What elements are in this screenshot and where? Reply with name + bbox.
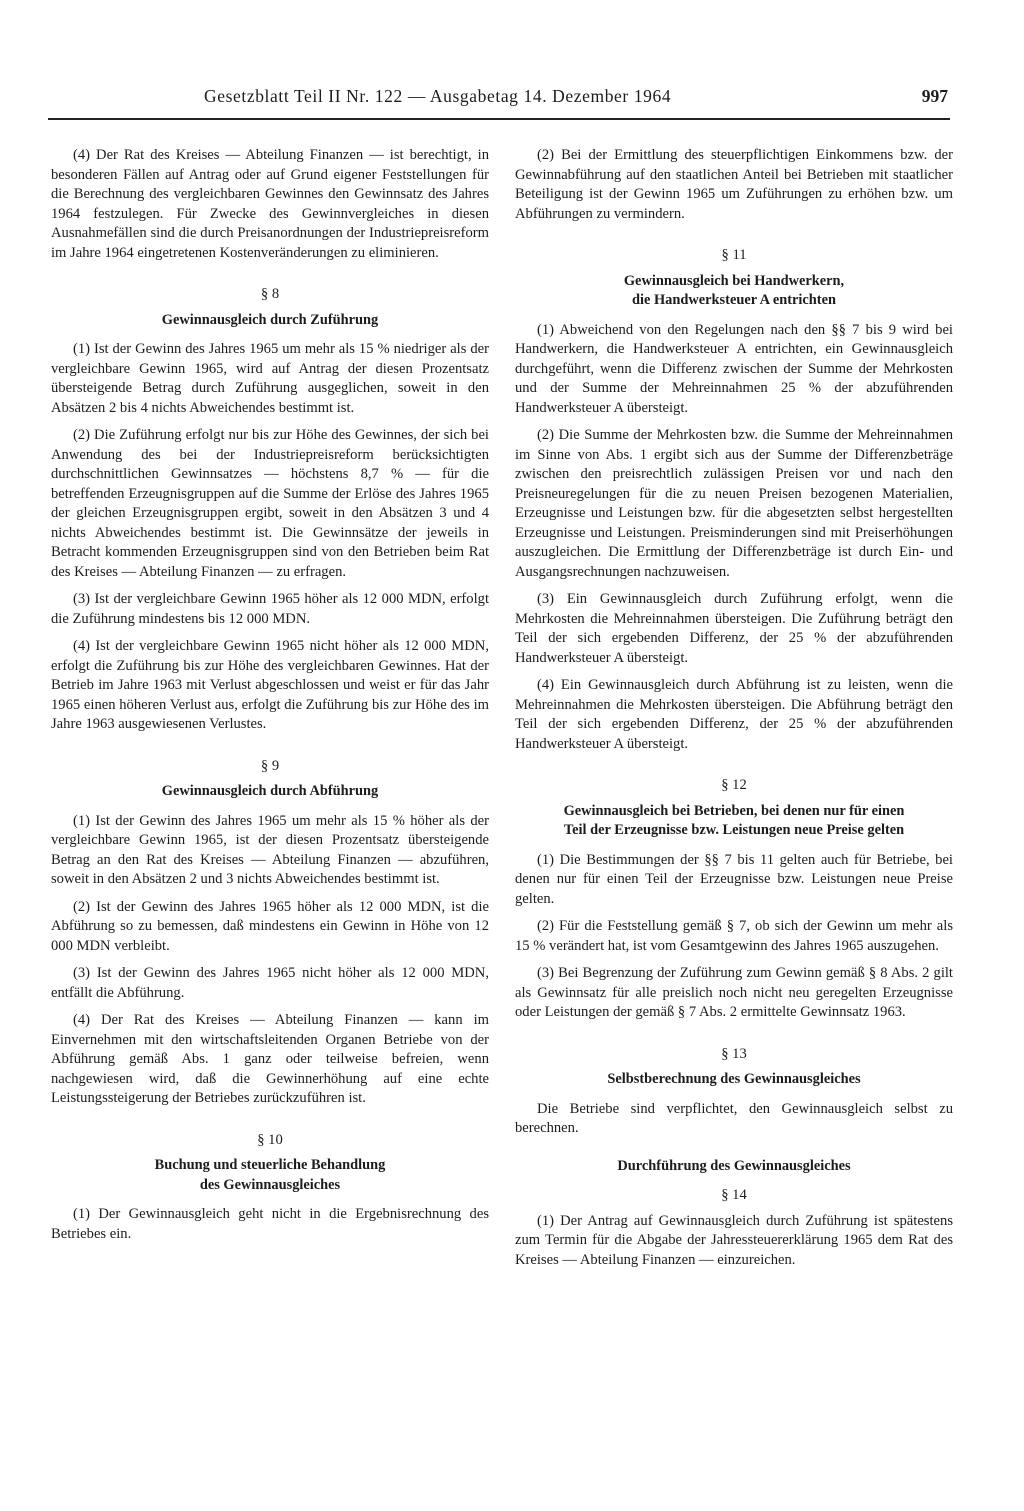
paragraph-s12-3: (3) Bei Begrenzung der Zuführung zum Gewinn gemäß § 8 Abs. 2 gilt als Gewinnsatz für alle preislich noch nicht neu geregelten Erzeugnisse oder Leistungen der gemäß § 7 Abs. 2 ermittelte Gewinnsatz 1963. (515, 965, 953, 1020)
paragraph-s11-2: (2) Die Summe der Mehrkosten bzw. die Summe der Mehreinnahmen im Sinne von Abs. 1 ergibt sich aus der Summe der Differenzbeträge zwischen den preisrechtlich zulässigen Preisen vor und nach den Preisneuregelungen für die zu neuen Preisen bezogenen Materialien, Erzeugnisse und Leistungen bzw. für die abgesetzten selbst hergestellten Erzeugnisse und Leistungen. Preisminderungen sind mit Preiserhöhungen auszugleichen. Die Ermittlung der Differenzbeträge ist durch Ein- und Ausgangsrechnungen nachzuweisen. (515, 427, 953, 580)
paragraph-s10-2: (2) Bei der Ermittlung des steuerpflichtigen Einkommens bzw. der Gewinnabführung auf den staatlichen Anteil bei Betrieben mit staatlicher Beteiligung ist der Gewinn 1965 um Zuführungen zu erhöhen bzw. um Abführungen zu vermindern. (515, 147, 953, 222)
paragraph-s9-1: (1) Ist der Gewinn des Jahres 1965 um mehr als 15 % höher als der vergleichbare Gewinn 1965, ist der diesen Prozentsatz übersteigende Betrag an den Rat des Kreises — Abteilung Finanzen — abzuführen, soweit in den Absätzen 2 und 3 nichts Abweichendes bestimmt ist. (51, 812, 489, 887)
part-title: Durchführung des Gewinnausgleiches (617, 1157, 851, 1174)
right-column (515, 146, 953, 1278)
paragraph-s14-1: (1) Der Antrag auf Gewinnausgleich durch Zuführung ist spätestens zum Termin für die Abgabe der Jahressteuererklärung 1965 dem Rat des Kreises — Abteilung Finanzen — einzureichen. (515, 1212, 953, 1268)
paragraph-s11-3: (3) Ein Gewinnausgleich durch Zuführung erfolgt, wenn die Mehrkosten die Mehreinnahmen übersteigen. Die Zuführung beträgt den Teil der sich ergebenden Differenz, der 25 % der abzuführenden Handwerksteuer A übersteigt. (515, 591, 953, 666)
paragraph-s8-1: (1) Ist der Gewinn des Jahres 1965 um mehr als 15 % niedriger als der vergleichbare Gewinn 1965, wird auf Antrag der diesen Prozentsatz übersteigende Betrag durch Zuführung ausgeglichen, soweit in den Absätzen 2 bis 4 nichts Abweichendes bestimmt ist. (51, 341, 489, 416)
section-10-number: § 10 (257, 1131, 283, 1148)
section-14-number: § 14 (721, 1187, 747, 1203)
paragraph-s12-2: (2) Für die Feststellung gemäß § 7, ob sich der Gewinn um mehr als 15 % verändert hat, ist vom Gesamtgewinn des Jahres 1965 auszugehen. (515, 918, 953, 954)
paragraph-s8-4: (4) Ist der vergleichbare Gewinn 1965 nicht höher als 12 000 MDN, erfolgt die Zuführung bis zur Höhe des vergleichbaren Gewinnes. Hat der Betrieb im Jahre 1963 mit Verlust abgeschlossen und weist er für das Jahr 1965 einen höheren Verlust aus, erfolgt die Zuführung bis zur Höhe des im Jahre 1963 ausgewiesenen Verlustes. (51, 638, 489, 732)
section-9-number: § 9 (260, 757, 280, 774)
header-rule (48, 118, 950, 120)
section-11-number: § 11 (721, 247, 747, 263)
section-13-title: Selbstberechnung des Gewinnausgleiches (607, 1071, 861, 1087)
paragraph-s13-1: Die Betriebe sind verpflichtet, den Gewinnausgleich selbst zu berechnen. (515, 1100, 953, 1136)
section-10-title-line-2: des Gewinnausgleiches (199, 1176, 341, 1193)
section-11-title-line-2: die Handwerksteuer A entrichten (632, 292, 836, 308)
page-number: 997 (921, 86, 948, 106)
section-12-title-line-1: Gewinnausgleich bei Betrieben, bei denen nur für einen (563, 802, 905, 819)
page-header (40, 86, 948, 114)
section-10-title-line-1: Buchung und steuerliche Behandlung (154, 1157, 386, 1173)
section-8-number: § 8 (260, 286, 280, 302)
paragraph-s8-2: (2) Die Zuführung erfolgt nur bis zur Höhe des Gewinnes, der sich bei Anwendung des bei der Industriepreisreform berücksichtigten durchschnittlichen Gewinnsatzes — höchstens 8,7 % — für die betreffenden Erzeugnisgruppen auf die Summe der Erlöse des Jahres 1965 der gleichen Erzeugnisgruppen ergibt, soweit in den Absätzen 3 und 4 nichts Abweichendes bestimmt ist. Die Gewinnsätze der jeweils in Betracht kommenden Erzeugnisgruppen sind von den Betrieben beim Rat des Kreises — Abteilung Finanzen — zu erfragen. (51, 427, 489, 580)
section-12-number: § 12 (721, 777, 747, 793)
paragraph-s11-1: (1) Abweichend von den Regelungen nach den §§ 7 bis 9 wird bei Handwerkern, die Handwerksteuer A entrichten, ein Gewinnausgleich durchgeführt, wenn die Differenz zwischen der Summe der Mehrkosten und der Summe der Mehreinnahmen 25 % der abzuführenden Handwerksteuer A übersteigt. (515, 321, 953, 416)
paragraph-s9-4: (4) Der Rat des Kreises — Abteilung Finanzen — kann im Einvernehmen mit den wirtschaftsleitenden Organen Betriebe von der Abführung gemäß Abs. 1 ganz oder teilweise befreien, wenn nachgewiesen wird, daß die Gewinnerhöhung auf eine echte Leistungssteigerung der Betriebes zurückzuführen ist. (51, 1012, 489, 1106)
section-13-number: § 13 (721, 1045, 747, 1062)
paragraph-s9-2: (2) Ist der Gewinn des Jahres 1965 höher als 12 000 MDN, ist die Abführung so zu bemessen, daß mindestens ein Gewinn in Höhe von 12 000 MDN verbleibt. (51, 898, 489, 954)
section-11-title-line-1: Gewinnausgleich bei Handwerkern, (623, 272, 845, 289)
paragraph-s12-1: (1) Die Bestimmungen der §§ 7 bis 11 gelten auch für Betriebe, bei denen nur für einen Teil der Erzeugnisse bzw. Leistungen neue Preise gelten. (515, 851, 953, 907)
paragraph-s8-3: (3) Ist der vergleichbare Gewinn 1965 höher als 12 000 MDN, erfolgt die Zuführung mindestens bis 12 000 MDN. (51, 591, 489, 627)
section-9-title: Gewinnausgleich durch Abführung (161, 783, 379, 799)
section-12-title-line-2: Teil der Erzeugnisse bzw. Leistungen neue Preise gelten (563, 822, 905, 838)
paragraph-s9-3: (3) Ist der Gewinn des Jahres 1965 nicht höher als 12 000 MDN, entfällt die Abführung. (51, 965, 489, 1001)
paragraph-s11-4: (4) Ein Gewinnausgleich durch Abführung ist zu leisten, wenn die Mehreinnahmen die Mehrkosten übersteigen. Die Abführung beträgt den Teil der sich ergebenden Differenz, der 25 % der abzuführenden Handwerksteuer A übersteigt. (515, 677, 953, 752)
section-8-title: Gewinnausgleich durch Zuführung (161, 311, 379, 328)
left-column (51, 146, 489, 1252)
paragraph-s10-1: (1) Der Gewinnausgleich geht nicht in die Ergebnisrechnung des Betriebes ein. (51, 1206, 489, 1242)
paragraph-s7-4: (4) Der Rat des Kreises — Abteilung Finanzen — ist berechtigt, in besonderen Fällen auf Antrag oder auf Grund eigener Feststellungen für die Berechnung des vergleichbaren Gewinnes den Gewinnsatz des Jahres 1964 festzulegen. Für Zwecke des Gewinnvergleiches in diesen Ausnahmefällen sind die durch Preisanordnungen der Industriepreisreform im Jahre 1964 eingetretenen Kostenveränderungen zu eliminieren. (51, 147, 489, 261)
header-title: Gesetzblatt Teil II Nr. 122 — Ausgabetag 14. Dezember 1964 (204, 86, 672, 106)
